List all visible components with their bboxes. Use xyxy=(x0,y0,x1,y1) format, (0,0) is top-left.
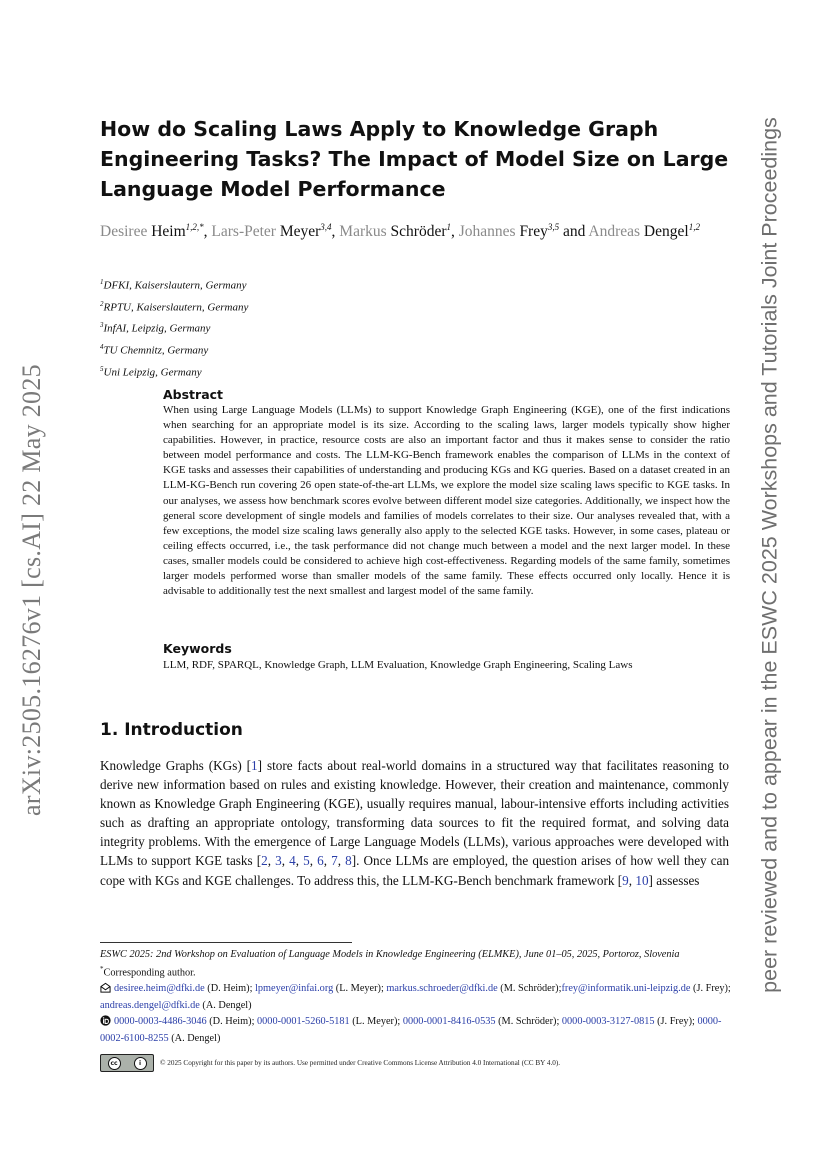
affiliation-item xyxy=(100,295,500,317)
orcid-owner: (L. Meyer); xyxy=(349,1015,403,1027)
arxiv-stamp xyxy=(12,340,52,840)
proceedings-note xyxy=(752,108,788,1003)
license-text: © 2025 Copyright for this paper by its authors. Use permitted under Creative Commons License Attribution 4.0 International (CC BY 4.0). xyxy=(160,1059,561,1067)
orcid-list xyxy=(100,1014,732,1047)
citation-link: 1 xyxy=(251,758,258,773)
citation-link: 8 xyxy=(345,853,352,869)
orcid-link: 0000-0003-4486-3046 xyxy=(114,1015,207,1027)
author-given-name: Markus xyxy=(339,223,387,241)
citation-link: 9 xyxy=(622,872,629,888)
intro-text: , xyxy=(281,853,290,869)
intro-text: , xyxy=(337,853,346,869)
intro-text: , xyxy=(309,853,318,869)
affiliation-item xyxy=(100,360,500,382)
intro-text: , xyxy=(323,853,332,869)
citation-link: 6 xyxy=(317,853,324,869)
author-given-name: Johannes xyxy=(458,223,516,241)
orcid-owner: (A. Dengel) xyxy=(168,1032,221,1044)
citation-link: 3 xyxy=(275,853,282,869)
keywords-text: LLM, RDF, SPARQL, Knowledge Graph, LLM Evaluation, Knowledge Graph Engineering, Scaling Laws xyxy=(163,659,633,671)
affiliation-item xyxy=(100,273,500,295)
author-family-name: Schröder xyxy=(390,223,447,241)
author-family-name: Frey xyxy=(519,223,548,241)
citation-link: 10 xyxy=(635,872,649,888)
email-owner: (J. Frey); xyxy=(690,983,731,995)
author-affiliation-mark: 3,4 xyxy=(320,222,332,232)
envelope-icon xyxy=(100,982,111,998)
citation-link: 2 xyxy=(261,853,268,869)
email-owner: (A. Dengel) xyxy=(199,1000,252,1012)
email-link: frey@informatik.uni-leipzig.de xyxy=(561,983,691,995)
introduction-paragraph xyxy=(100,756,729,890)
orcid-link: 0000-0001-5260-5181 xyxy=(257,1015,350,1027)
email-list xyxy=(100,981,732,1014)
author-family-name: Meyer xyxy=(279,223,321,241)
author-given-name: Desiree xyxy=(100,223,148,241)
affiliation-number: 3 xyxy=(100,321,104,330)
affiliation-text: DFKI, Kaiserslautern, Germany xyxy=(103,279,247,292)
orcid-owner: (M. Schröder); xyxy=(495,1015,562,1027)
author-affiliation-mark: 1,2 xyxy=(688,222,700,232)
author-affiliation-mark: 1,2,* xyxy=(185,222,204,232)
author-given-name: Lars-Peter xyxy=(211,223,276,241)
corresponding-author-note xyxy=(100,962,732,981)
affiliation-number: 4 xyxy=(100,342,104,351)
affiliation-text: TU Chemnitz, Germany xyxy=(103,344,209,357)
citation-link: 7 xyxy=(331,853,338,869)
orcid-icon xyxy=(100,1015,111,1031)
intro-text: Knowledge Graphs (KGs) [ xyxy=(100,758,252,773)
orcid-owner: (J. Frey); xyxy=(654,1015,698,1027)
citation-link: 5 xyxy=(303,853,310,869)
footnote-rule xyxy=(100,942,352,943)
orcid-link: 0000-0002-6100-8255 xyxy=(100,1015,722,1044)
email-link: andreas.dengel@dfki.de xyxy=(100,1000,200,1012)
author-separator: and xyxy=(559,223,589,241)
email-owner: (D. Heim); xyxy=(204,983,256,995)
affiliation-number: 5 xyxy=(100,364,104,373)
intro-text: ] store facts about real-world domains in a structured way that facilitates reasoning to derive new information based on rules and existing knowledge. However, their creation and maintenance, commonly known as Knowledge Graph Engineering (KGE), usually requires manual, labour-intensive efforts including activities such as drafting an appropriate ontology, transforming data sources to fit the required format, and solving data integrity problems. With the emergence of Large Language Models (LLMs), various approaches were developed with LLMs to support KGE tasks [ xyxy=(100,758,729,869)
keywords-heading: Keywords xyxy=(163,641,232,656)
author-list xyxy=(100,216,740,243)
proceedings-text: peer reviewed and to appear in the ESWC 2025 Workshops and Tutorials Joint Proceedings xyxy=(757,117,782,993)
corresponding-text: Corresponding author. xyxy=(103,967,196,979)
orcid-link: 0000-0003-3127-0815 xyxy=(561,1015,655,1027)
author-separator: , xyxy=(203,223,212,241)
affiliation-text: InfAI, Leipzig, Germany xyxy=(103,322,211,335)
intro-text: ]. Once LLMs are employed, the question arises of how well they can cope with KGs and KGE challenges. To address this, the LLM-KG-Bench benchmark framework [ xyxy=(100,853,730,888)
email-link: desiree.heim@dfki.de xyxy=(114,983,205,995)
author-given-name: Andreas xyxy=(588,223,641,241)
license-block xyxy=(100,1053,732,1073)
email-link: markus.schroeder@dfki.de xyxy=(386,983,498,995)
venue-footnote: ESWC 2025: 2nd Workshop on Evaluation of Language Models in Knowledge Engineering (ELMKE), June 01–05, 2025, Portoroz, Slovenia xyxy=(100,949,680,960)
footnotes xyxy=(100,947,732,1046)
author-separator: , xyxy=(450,223,459,241)
intro-text: , xyxy=(628,872,636,888)
abstract-text: When using Large Language Models (LLMs) to support Knowledge Graph Engineering (KGE), one of the first indications when searching for an appropriate model is its size. According to the scaling laws, larger models typically show higher capabilities. However, in practice, resource costs are also an important factor and thus it makes sense to consider the ratio between model performance and costs. The LLM-KG-Bench framework enables the comparison of LLMs in the context of KGE tasks and assesses their capabilities of understanding and producing KGs and KG queries. Based on a dataset created in an LLM-KG-Bench run covering 26 open state-of-the-art LLMs, we explore the model size scaling laws specific to KGE tasks. In our analyses, we assess how benchmark scores evolve between different model size categories. Additionally, we inspect how the general score development of single models and families of models correlates to their size. Our analyses revealed that, with a few exceptions, the model size scaling laws generally also apply to the selected KGE tasks. However, in some cases, plateau or ceiling effects occurred, i.e., the task performance did not change much between a model and the next larger model. In these cases, smaller models could be considered to achieve high cost-effectiveness. Regarding models of the same family, sometimes larger models performed worse than smaller models of the same family. These effects occurred only locally. Hence it is advisable to additionally test the next smallest and largest model of the same family. xyxy=(163,404,730,598)
intro-text: , xyxy=(267,853,276,869)
affiliation-item xyxy=(100,338,500,360)
email-link: lpmeyer@infai.org xyxy=(255,983,334,995)
paper-title: How do Scaling Laws Apply to Knowledge Graph Engineering Tasks? The Impact of Model Size on Large Language Model Performance xyxy=(100,117,729,201)
intro-text: ] assesses xyxy=(648,872,700,888)
keywords xyxy=(163,641,730,673)
author-family-name: Dengel xyxy=(643,223,689,241)
intro-text: , xyxy=(295,853,304,869)
orcid-link: 0000-0001-8416-0535 xyxy=(402,1015,496,1027)
author-affiliation-mark: 1 xyxy=(446,222,451,232)
orcid-owner: (D. Heim); xyxy=(206,1015,257,1027)
corresponding-mark: * xyxy=(100,965,104,974)
affiliation-text: RPTU, Kaiserslautern, Germany xyxy=(103,301,249,314)
affiliation-item xyxy=(100,316,500,338)
abstract-heading: Abstract xyxy=(163,387,224,402)
abstract xyxy=(163,387,730,599)
citation-link: 4 xyxy=(289,853,296,869)
author-affiliation-mark: 3,5 xyxy=(547,222,560,232)
section-heading-introduction: 1. Introduction xyxy=(100,720,243,740)
affiliation-list xyxy=(100,273,500,381)
email-owner: (L. Meyer); xyxy=(333,983,387,995)
affiliation-number: 1 xyxy=(100,278,104,286)
cc-by-badge-icon: cc i xyxy=(100,1054,154,1072)
email-owner: (M. Schröder); xyxy=(497,983,562,995)
affiliation-text: Uni Leipzig, Germany xyxy=(103,366,202,379)
arxiv-id: arXiv:2505.16276v1 [cs.AI] 22 May 2025 xyxy=(17,364,46,816)
affiliation-number: 2 xyxy=(100,299,104,308)
author-family-name: Heim xyxy=(151,223,186,241)
author-separator: , xyxy=(331,223,340,241)
